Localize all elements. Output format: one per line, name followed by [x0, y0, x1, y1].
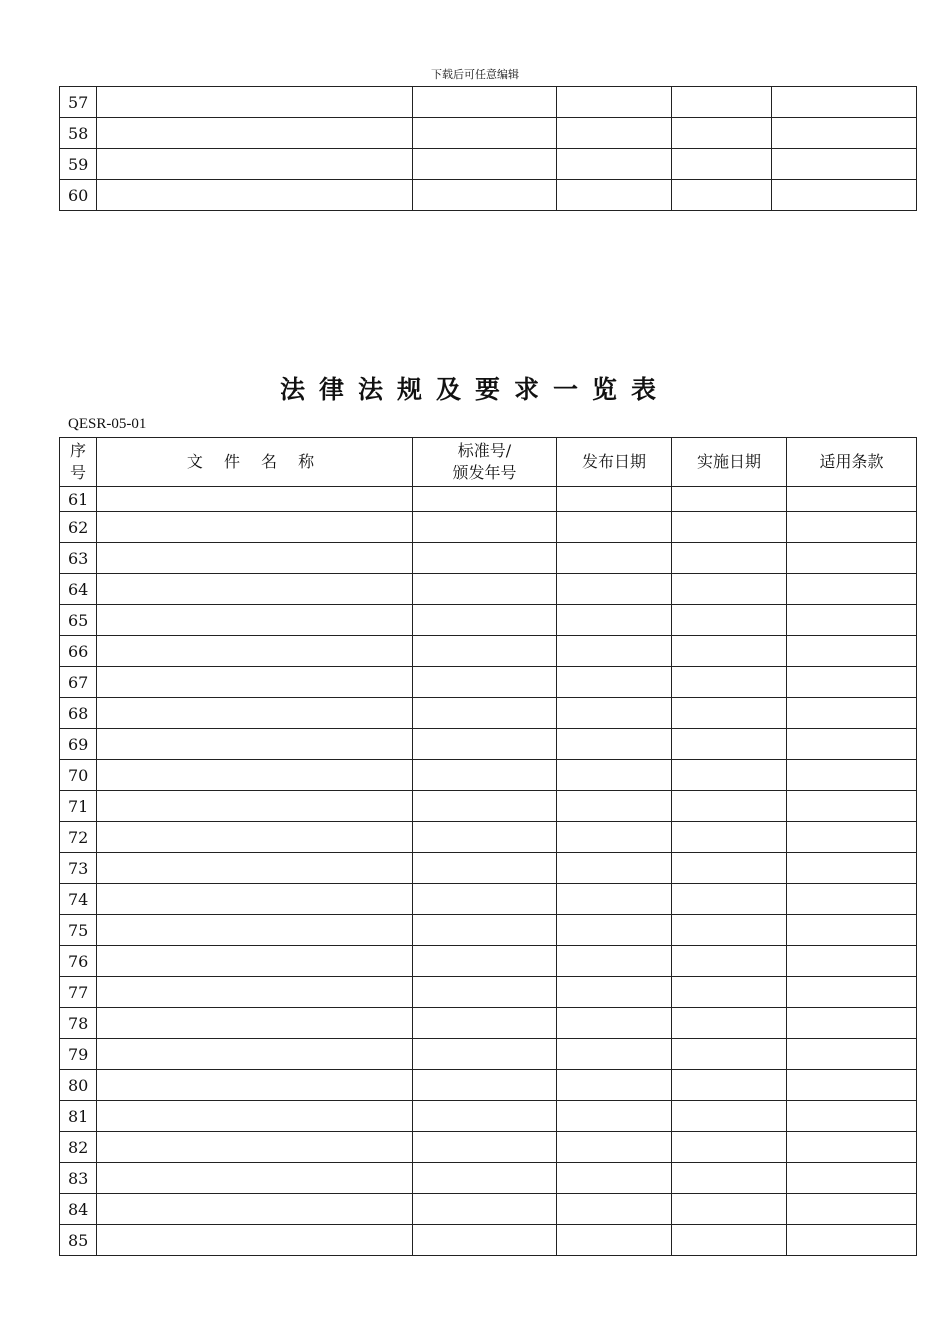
- clauses-cell[interactable]: [787, 487, 917, 512]
- effective-date-cell[interactable]: [672, 487, 787, 512]
- file-name-cell[interactable]: [97, 1132, 413, 1163]
- file-name-cell[interactable]: [97, 149, 413, 180]
- effective-date-cell[interactable]: [672, 760, 787, 791]
- clauses-cell[interactable]: [787, 791, 917, 822]
- effective-date-cell[interactable]: [672, 791, 787, 822]
- standard-cell[interactable]: [413, 977, 557, 1008]
- clauses-cell[interactable]: [772, 149, 917, 180]
- file-name-cell[interactable]: [97, 729, 413, 760]
- table-row: [60, 915, 917, 946]
- publish-date-cell[interactable]: [557, 1101, 672, 1132]
- table-row: [60, 149, 917, 180]
- clauses-cell[interactable]: [787, 605, 917, 636]
- publish-date-cell[interactable]: [557, 1132, 672, 1163]
- table-row: [60, 1163, 917, 1194]
- clauses-cell[interactable]: [787, 543, 917, 574]
- effective-date-cell[interactable]: [672, 605, 787, 636]
- clauses-cell[interactable]: [787, 977, 917, 1008]
- row-number: 60: [60, 180, 97, 211]
- standard-cell[interactable]: [413, 667, 557, 698]
- effective-date-cell[interactable]: [672, 118, 772, 149]
- publish-date-cell[interactable]: [557, 667, 672, 698]
- row-number: 67: [60, 667, 97, 698]
- file-name-cell[interactable]: [97, 87, 413, 118]
- standard-cell[interactable]: [413, 180, 557, 211]
- publish-date-cell[interactable]: [557, 760, 672, 791]
- row-number: 79: [60, 1039, 97, 1070]
- name-header: 文 件 名 称: [97, 438, 413, 487]
- table-row: [60, 1070, 917, 1101]
- file-name-cell[interactable]: [97, 915, 413, 946]
- effective-date-cell[interactable]: [672, 574, 787, 605]
- clauses-cell[interactable]: [787, 698, 917, 729]
- publish-date-cell[interactable]: [557, 118, 672, 149]
- row-number: 83: [60, 1163, 97, 1194]
- effective-date-cell[interactable]: [672, 1039, 787, 1070]
- effective-date-cell[interactable]: [672, 853, 787, 884]
- row-number: 63: [60, 543, 97, 574]
- publish-date-cell[interactable]: [557, 977, 672, 1008]
- publish-date-cell[interactable]: [557, 512, 672, 543]
- table-row: [60, 667, 917, 698]
- table-row: [60, 946, 917, 977]
- row-number: 68: [60, 698, 97, 729]
- row-number: 78: [60, 1008, 97, 1039]
- effective-date-cell[interactable]: [672, 1225, 787, 1256]
- effective-date-cell[interactable]: [672, 884, 787, 915]
- row-number: 85: [60, 1225, 97, 1256]
- effective-date-cell[interactable]: [672, 512, 787, 543]
- clauses-cell[interactable]: [787, 1225, 917, 1256]
- row-number: 65: [60, 605, 97, 636]
- effective-date-cell[interactable]: [672, 1163, 787, 1194]
- file-name-cell[interactable]: [97, 760, 413, 791]
- standard-header: [413, 438, 557, 487]
- file-name-cell[interactable]: [97, 1163, 413, 1194]
- effective-date-cell[interactable]: [672, 822, 787, 853]
- standard-cell[interactable]: [413, 853, 557, 884]
- row-number: 64: [60, 574, 97, 605]
- seq-header-line1: 序: [69, 441, 86, 460]
- table-row: [60, 1008, 917, 1039]
- publish-date-cell[interactable]: [557, 180, 672, 211]
- row-number: 62: [60, 512, 97, 543]
- table-row: [60, 884, 917, 915]
- standard-cell[interactable]: [413, 512, 557, 543]
- standard-cell[interactable]: [413, 760, 557, 791]
- file-name-cell[interactable]: [97, 1194, 413, 1225]
- standard-cell[interactable]: [413, 1225, 557, 1256]
- effective-date-cell[interactable]: [672, 87, 772, 118]
- file-name-cell[interactable]: [97, 605, 413, 636]
- clauses-cell[interactable]: [787, 946, 917, 977]
- clauses-cell[interactable]: [787, 760, 917, 791]
- effective-date-cell[interactable]: [672, 667, 787, 698]
- document-title: 法律法规及要求一览表: [279, 375, 670, 404]
- clauses-cell[interactable]: [772, 180, 917, 211]
- file-name-cell[interactable]: [97, 698, 413, 729]
- row-number: 84: [60, 1194, 97, 1225]
- standard-cell[interactable]: [413, 946, 557, 977]
- publish-date-cell[interactable]: [557, 1008, 672, 1039]
- effective-date-cell[interactable]: [672, 1194, 787, 1225]
- row-number: 59: [60, 149, 97, 180]
- table-row: [60, 180, 917, 211]
- file-name-cell[interactable]: [97, 180, 413, 211]
- effective-date-cell[interactable]: [672, 149, 772, 180]
- table-row: [60, 791, 917, 822]
- publish-date-cell[interactable]: [557, 1070, 672, 1101]
- standard-cell[interactable]: [413, 543, 557, 574]
- row-number: 58: [60, 118, 97, 149]
- table-row: [60, 605, 917, 636]
- file-name-cell[interactable]: [97, 822, 413, 853]
- standard-cell[interactable]: [413, 87, 557, 118]
- standard-cell[interactable]: [413, 636, 557, 667]
- standard-cell[interactable]: [413, 605, 557, 636]
- effective-date-cell[interactable]: [672, 1101, 787, 1132]
- clauses-cell[interactable]: [772, 118, 917, 149]
- clauses-header: 适用条款: [787, 438, 917, 487]
- clauses-cell[interactable]: [787, 822, 917, 853]
- row-number: 75: [60, 915, 97, 946]
- table-row: [60, 1132, 917, 1163]
- file-name-cell[interactable]: [97, 1225, 413, 1256]
- publish-date-cell[interactable]: [557, 543, 672, 574]
- publish-date-header: 发布日期: [557, 438, 672, 487]
- standard-cell[interactable]: [413, 487, 557, 512]
- effective-date-cell[interactable]: [672, 977, 787, 1008]
- table-row: [60, 118, 917, 149]
- file-name-cell[interactable]: [97, 118, 413, 149]
- file-name-cell[interactable]: [97, 853, 413, 884]
- publish-date-cell[interactable]: [557, 884, 672, 915]
- publish-date-cell[interactable]: [557, 605, 672, 636]
- row-number: 73: [60, 853, 97, 884]
- continuation-table: [59, 86, 917, 211]
- table-header-row: [60, 438, 917, 487]
- file-name-cell[interactable]: [97, 884, 413, 915]
- standard-cell[interactable]: [413, 118, 557, 149]
- table-row: [60, 636, 917, 667]
- row-number: 80: [60, 1070, 97, 1101]
- effective-date-cell[interactable]: [672, 946, 787, 977]
- standard-cell[interactable]: [413, 884, 557, 915]
- effective-date-cell[interactable]: [672, 698, 787, 729]
- standard-cell[interactable]: [413, 791, 557, 822]
- file-name-cell[interactable]: [97, 1008, 413, 1039]
- standard-cell[interactable]: [413, 822, 557, 853]
- effective-date-cell[interactable]: [672, 1070, 787, 1101]
- table-row: [60, 977, 917, 1008]
- effective-date-cell[interactable]: [672, 915, 787, 946]
- clauses-cell[interactable]: [772, 87, 917, 118]
- clauses-cell[interactable]: [787, 729, 917, 760]
- clauses-cell[interactable]: [787, 1132, 917, 1163]
- table-row: [60, 574, 917, 605]
- effective-date-cell[interactable]: [672, 729, 787, 760]
- clauses-cell[interactable]: [787, 1101, 917, 1132]
- standard-cell[interactable]: [413, 1163, 557, 1194]
- row-number: 66: [60, 636, 97, 667]
- table-row: [60, 729, 917, 760]
- effective-date-cell[interactable]: [672, 1132, 787, 1163]
- table-row: [60, 698, 917, 729]
- standard-cell[interactable]: [413, 1132, 557, 1163]
- table-row: [60, 487, 917, 512]
- row-number: 57: [60, 87, 97, 118]
- standard-cell[interactable]: [413, 1194, 557, 1225]
- standard-header-line2: 颁发年号: [452, 463, 517, 482]
- row-number: 72: [60, 822, 97, 853]
- table-row: [60, 822, 917, 853]
- publish-date-cell[interactable]: [557, 946, 672, 977]
- row-number: 77: [60, 977, 97, 1008]
- standard-cell[interactable]: [413, 1070, 557, 1101]
- table-row: [60, 1225, 917, 1256]
- row-number: 70: [60, 760, 97, 791]
- publish-date-cell[interactable]: [557, 149, 672, 180]
- file-name-cell[interactable]: [97, 1039, 413, 1070]
- publish-date-cell[interactable]: [557, 87, 672, 118]
- clauses-cell[interactable]: [787, 853, 917, 884]
- file-name-cell[interactable]: [97, 543, 413, 574]
- effective-date-header: 实施日期: [672, 438, 787, 487]
- standard-cell[interactable]: [413, 1039, 557, 1070]
- clauses-cell[interactable]: [787, 915, 917, 946]
- seq-header: [60, 438, 97, 487]
- publish-date-cell[interactable]: [557, 487, 672, 512]
- clauses-cell[interactable]: [787, 636, 917, 667]
- publish-date-cell[interactable]: [557, 791, 672, 822]
- row-number: 81: [60, 1101, 97, 1132]
- publish-date-cell[interactable]: [557, 729, 672, 760]
- clauses-cell[interactable]: [787, 884, 917, 915]
- clauses-cell[interactable]: [787, 1194, 917, 1225]
- publish-date-cell[interactable]: [557, 1194, 672, 1225]
- publish-date-cell[interactable]: [557, 1163, 672, 1194]
- clauses-cell[interactable]: [787, 1163, 917, 1194]
- file-name-cell[interactable]: [97, 977, 413, 1008]
- row-number: 69: [60, 729, 97, 760]
- effective-date-cell[interactable]: [672, 636, 787, 667]
- effective-date-cell[interactable]: [672, 543, 787, 574]
- standard-cell[interactable]: [413, 574, 557, 605]
- row-number: 61: [60, 487, 97, 512]
- row-number: 76: [60, 946, 97, 977]
- row-number: 71: [60, 791, 97, 822]
- clauses-cell[interactable]: [787, 574, 917, 605]
- standard-cell[interactable]: [413, 729, 557, 760]
- file-name-cell[interactable]: [97, 1101, 413, 1132]
- table-row: [60, 543, 917, 574]
- table-row: [60, 512, 917, 543]
- regulations-table: [59, 437, 917, 1256]
- file-name-cell[interactable]: [97, 574, 413, 605]
- table-row: [60, 853, 917, 884]
- table-row: [60, 760, 917, 791]
- table-row: [60, 87, 917, 118]
- effective-date-cell[interactable]: [672, 180, 772, 211]
- standard-cell[interactable]: [413, 1101, 557, 1132]
- effective-date-cell[interactable]: [672, 1008, 787, 1039]
- table-row: [60, 1101, 917, 1132]
- file-name-cell[interactable]: [97, 791, 413, 822]
- file-name-cell[interactable]: [97, 1070, 413, 1101]
- publish-date-cell[interactable]: [557, 1039, 672, 1070]
- header-note: 下载后可任意编辑: [431, 68, 519, 81]
- file-name-cell[interactable]: [97, 667, 413, 698]
- standard-header-line1: 标准号/: [457, 441, 512, 460]
- publish-date-cell[interactable]: [557, 698, 672, 729]
- standard-cell[interactable]: [413, 1008, 557, 1039]
- publish-date-cell[interactable]: [557, 636, 672, 667]
- clauses-cell[interactable]: [787, 667, 917, 698]
- publish-date-cell[interactable]: [557, 822, 672, 853]
- clauses-cell[interactable]: [787, 512, 917, 543]
- standard-cell[interactable]: [413, 149, 557, 180]
- seq-header-line2: 号: [69, 463, 86, 482]
- publish-date-cell[interactable]: [557, 574, 672, 605]
- publish-date-cell[interactable]: [557, 853, 672, 884]
- clauses-cell[interactable]: [787, 1008, 917, 1039]
- standard-cell[interactable]: [413, 915, 557, 946]
- file-name-cell[interactable]: [97, 487, 413, 512]
- table-row: [60, 1039, 917, 1070]
- standard-cell[interactable]: [413, 698, 557, 729]
- form-code: QESR-05-01: [68, 416, 147, 432]
- row-number: 74: [60, 884, 97, 915]
- row-number: 82: [60, 1132, 97, 1163]
- file-name-cell[interactable]: [97, 636, 413, 667]
- file-name-cell[interactable]: [97, 946, 413, 977]
- publish-date-cell[interactable]: [557, 915, 672, 946]
- file-name-cell[interactable]: [97, 512, 413, 543]
- publish-date-cell[interactable]: [557, 1225, 672, 1256]
- table-row: [60, 1194, 917, 1225]
- clauses-cell[interactable]: [787, 1039, 917, 1070]
- clauses-cell[interactable]: [787, 1070, 917, 1101]
